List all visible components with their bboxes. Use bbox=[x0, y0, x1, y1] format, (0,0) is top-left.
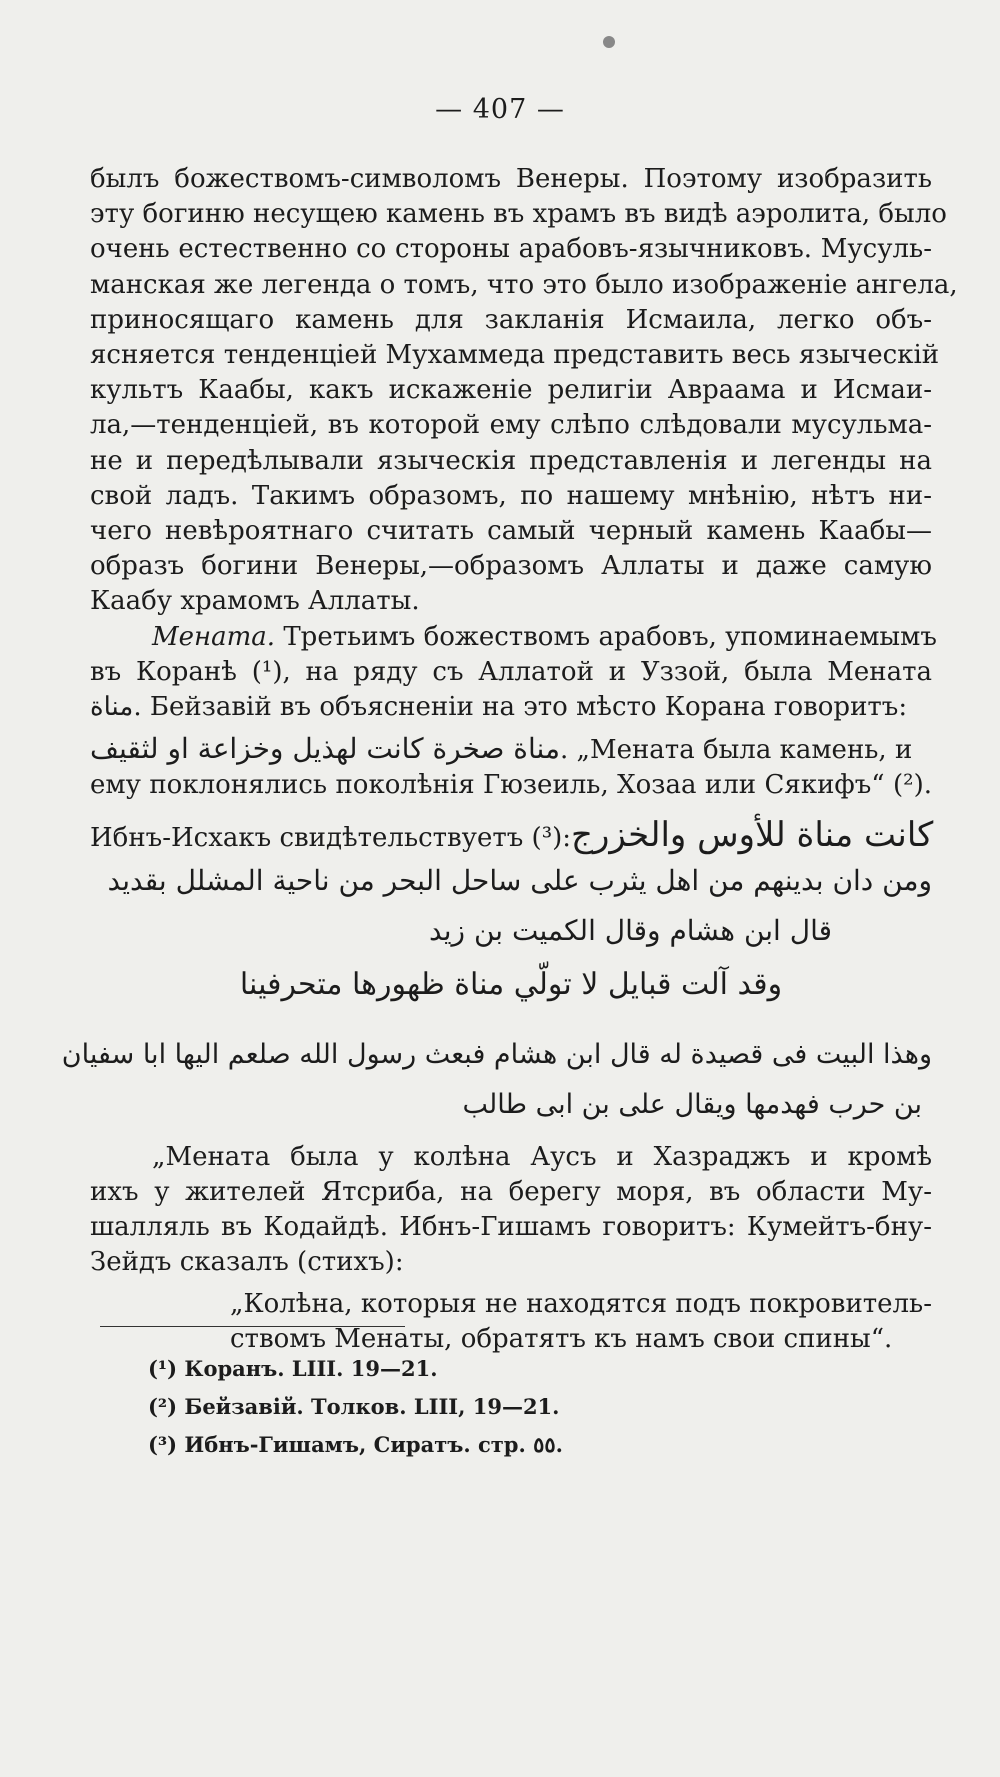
text-line: былъ божествомъ-символомъ Венеры. Поэтому изобразить bbox=[90, 164, 932, 194]
text-line: ла,—тенденцiей, въ которой ему слѣпо слѣдовали мусульма- bbox=[90, 410, 932, 441]
text-line: Каабу храмомъ Аллаты. bbox=[90, 586, 420, 617]
text-line: не и передѣлывали языческiя представленiя и легенды на bbox=[90, 445, 932, 476]
footnote-1: (¹) Коранъ. LIII. 19—21. bbox=[148, 1356, 438, 1381]
text-line: ему поклонялись поколѣнiя Гюзеиль, Хозаа или Сякифъ“ (²). bbox=[90, 770, 932, 801]
text-line: очень естественно со стороны арабовъ-язычниковъ. Мусуль- bbox=[90, 234, 932, 265]
section-heading-menata: Мената. bbox=[152, 621, 276, 652]
text-line: шалляль въ Кодайдѣ. Ибнъ-Гишамъ говоритъ: Кумейтъ-бну- bbox=[90, 1212, 932, 1243]
arabic-line: كانت مناة للأوس والخزرج bbox=[571, 814, 934, 855]
text-line: Зейдъ сказалъ (стихъ): bbox=[90, 1247, 404, 1278]
ink-spot bbox=[603, 36, 615, 48]
text-line: въ Коранѣ (¹), на ряду съ Аллатой и Уззой, была Мената bbox=[90, 656, 932, 687]
text-line: культъ Каабы, какъ искаженiе религiи Авраама и Исмаи- bbox=[90, 375, 932, 406]
footnote-3: (³) Ибнъ-Гишамъ, Сиратъ. стр. ٥٥. bbox=[148, 1432, 563, 1457]
text-line: образъ богини Венеры,—образомъ Аллаты и даже самую bbox=[90, 551, 932, 582]
quote-line bbox=[90, 731, 932, 768]
verse-line: „Колѣна, которыя не находятся подъ покровитель- bbox=[230, 1288, 932, 1319]
footnote-2: (²) Бейзавiй. Толков. LIII, 19—21. bbox=[148, 1394, 560, 1419]
text-fragment: Ибнъ-Исхакъ свидѣтельствуетъ (³): bbox=[90, 822, 572, 853]
text-fragment: . „Мената была камень, и bbox=[559, 735, 913, 766]
text-line: مناة. Бейзавiй въ объясненiи на это мѣсто Корана говоритъ: bbox=[90, 692, 908, 723]
arabic-line: قال ابن هشام وقال الكميت بن زيد bbox=[429, 913, 832, 947]
page-body bbox=[61, 162, 958, 1357]
arabic-line: ومن دان بدينهم من اهل يثرب على ساحل البحر من ناحية المشلل بقديد bbox=[107, 863, 932, 897]
arabic-line: بن حرب فهدمها ويقال على بن ابى طالب bbox=[462, 1088, 922, 1120]
text-line: чего невѣроятнаго считать самый черный камень Каабы— bbox=[90, 516, 932, 547]
ibn-ishaq-row bbox=[90, 814, 934, 856]
text-line: эту богиню несущею камень въ храмъ въ видѣ аэролита, было bbox=[90, 199, 947, 230]
text-line: ясняется тенденцiей Мухаммеда представить весь языческiй bbox=[90, 340, 940, 371]
text-line: манская же легенда о томъ, что это было изображенiе ангела, bbox=[90, 269, 958, 300]
text-fragment: Третьимъ божествомъ арабовъ, упоминаемымъ bbox=[283, 621, 937, 652]
arabic-line: وهذا البيت فى قصيدة له قال ابن هشام فبعث رسول الله صلعم اليها ابا سفيان bbox=[61, 1038, 932, 1070]
verse-line: ствомъ Менаты, обратятъ къ намъ свои спины“. bbox=[230, 1323, 893, 1354]
arabic-quote-baidawi: مناة صخرة كانت لهذيل وخزاعة او لثقيف bbox=[90, 732, 560, 766]
text-line: приносящаго камень для закланiя Исмаила, легко объ- bbox=[90, 304, 932, 335]
page-number: — 407 — bbox=[435, 94, 565, 125]
text-line: ихъ у жителей Ятсриба, на берегу моря, въ области Му- bbox=[90, 1177, 932, 1208]
text-line: свой ладъ. Такимъ образомъ, по нашему мнѣнiю, нѣтъ ни- bbox=[90, 480, 932, 511]
footnote-separator bbox=[100, 1326, 405, 1327]
arabic-verse: وقد آلت قبايل لا تولّي مناة ظهورها متحرفينا bbox=[239, 966, 783, 1002]
menata-paragraph-start bbox=[90, 620, 937, 655]
text-line: „Мената была у колѣна Аусъ и Хазраджъ и кромѣ bbox=[152, 1141, 932, 1172]
